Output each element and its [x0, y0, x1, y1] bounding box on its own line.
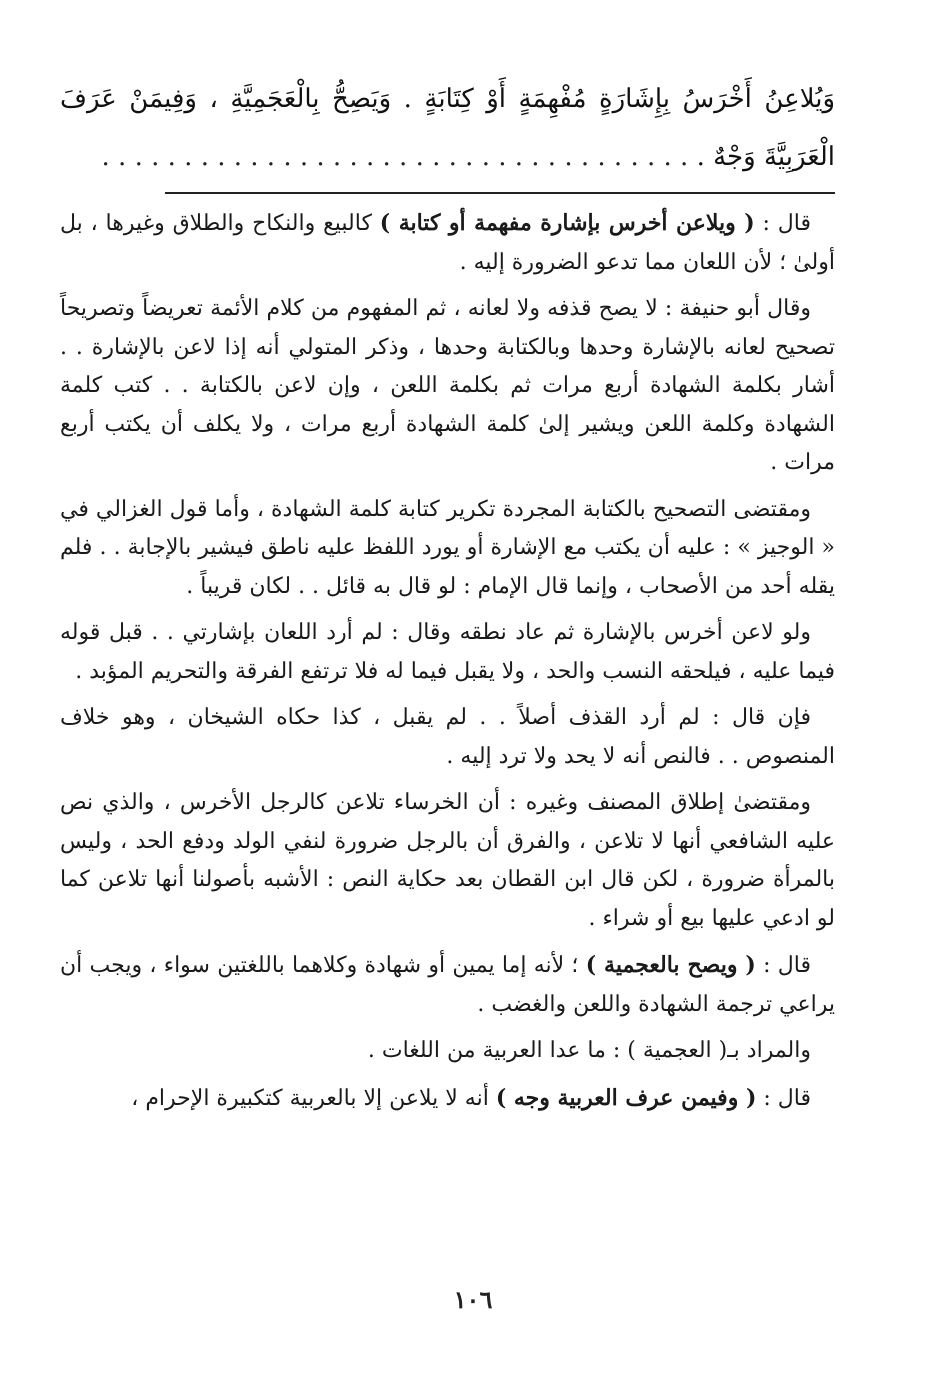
separator-rule	[165, 192, 835, 194]
paragraph-4: ولو لاعن أخرس بالإشارة ثم عاد نطقه وقال : لم أرد اللعان بإشارتي . . قبل قوله فيما عليه ، فيلحقه النسب والحد ، ولا يقبل فيما له فلا ترتفع الفرقة والتحريم المؤبد .	[60, 620, 835, 684]
page-number: ١٠٦	[453, 1285, 493, 1314]
book-page	[60, 60, 835, 1126]
matn-line: وَيُلاعِنُ أَخْرَسُ بِإِشَارَةٍ مُفْهِمَةٍ أَوْ كِتَابَةٍ . وَيَصِحُّ بِالْعَجَمِيَّةِ ، وَفِيمَنْ عَرَفَ الْعَرَبِيَّةَ وَجْهٌ .	[60, 84, 835, 172]
quoted-matn: ( وفيمن عرف العربية وجه )	[495, 1084, 757, 1111]
paragraph-2: وقال أبو حنيفة : لا يصح قذفه ولا لعانه ، ثم المفهوم من كلام الأئمة تعريضاً وتصريحاً تصحيح لعانه بالإشارة وحدها وبالكتابة وحدها ، وذكر المتولي أنه إذا لاعن بالإشارة . . أشار بكلمة الشهادة أربع مرات ثم بكلمة اللعن ، وإن لاعن بالكتابة . . كتب كلمة الشهادة وكلمة اللعن ويشير إلىٰ كلمة الشهادة أربع مرات ، ولا يكلف أن يكتب أربع مرات .	[60, 296, 835, 475]
quoted-matn: ( ويلاعن أخرس بإشارة مفهمة أو كتابة )	[379, 210, 755, 236]
paragraph-6: ومقتضىٰ إطلاق المصنف وغيره : أن الخرساء تلاعن كالرجل الأخرس ، والذي نص عليه الشافعي أنها لا تلاعن ، والفرق أن بالرجل ضرورة لنفي الولد ودفع الحد ، وليس بالمرأة ضرورة ، لكن قال ابن القطان بعد حكاية النص : الأشبه بأصولنا أنها تلاعن كما لو ادعي عليها بيع أو شراء .	[60, 790, 835, 931]
quoted-matn: ( ويصح بالعجمية )	[585, 952, 756, 978]
commentary	[60, 204, 835, 1118]
matn-text	[60, 60, 835, 186]
paragraph-9: قال : ( وفيمن عرف العربية وجه ) أنه لا يلاعن إلا بالعربية كتكبيرة الإحرام ،	[131, 1084, 811, 1111]
paragraph-5: فإن قال : لم أرد القذف أصلاً . . لم يقبل ، كذا حكاه الشيخان ، وهو خلاف المنصوص . . فالنص أنه لا يحد ولا ترد إليه .	[60, 705, 835, 769]
paragraph-1: قال : ( ويلاعن أخرس بإشارة مفهمة أو كتابة ) كالبيع والنكاح والطلاق وغيرها ، بل أولىٰ ؛ لأن اللعان مما تدعو الضرورة إليه .	[60, 210, 835, 275]
matn-dots: . . . . . . . . . . . . . . . . . . . . . . . . . . . . . . . . . . . .	[101, 142, 689, 172]
paragraph-3: ومقتضى التصحيح بالكتابة المجردة تكرير كتابة كلمة الشهادة ، وأما قول الغزالي في « الوجيز » : عليه أن يكتب مع الإشارة أو يورد اللفظ عليه ناطق فيشير بالإجابة . . فلم يقله أحد من الأصحاب ، وإنما قال الإمام : لو قال به قائل . . لكان قريباً .	[60, 496, 835, 599]
paragraph-7: قال : ( ويصح بالعجمية ) ؛ لأنه إما يمين أو شهادة وكلاهما باللغتين سواء ، ويجب أن يراعي ترجمة الشهادة واللعن والغضب .	[60, 952, 835, 1017]
paragraph-8: والمراد بـ( العجمية ) : ما عدا العربية من اللغات .	[367, 1038, 811, 1063]
